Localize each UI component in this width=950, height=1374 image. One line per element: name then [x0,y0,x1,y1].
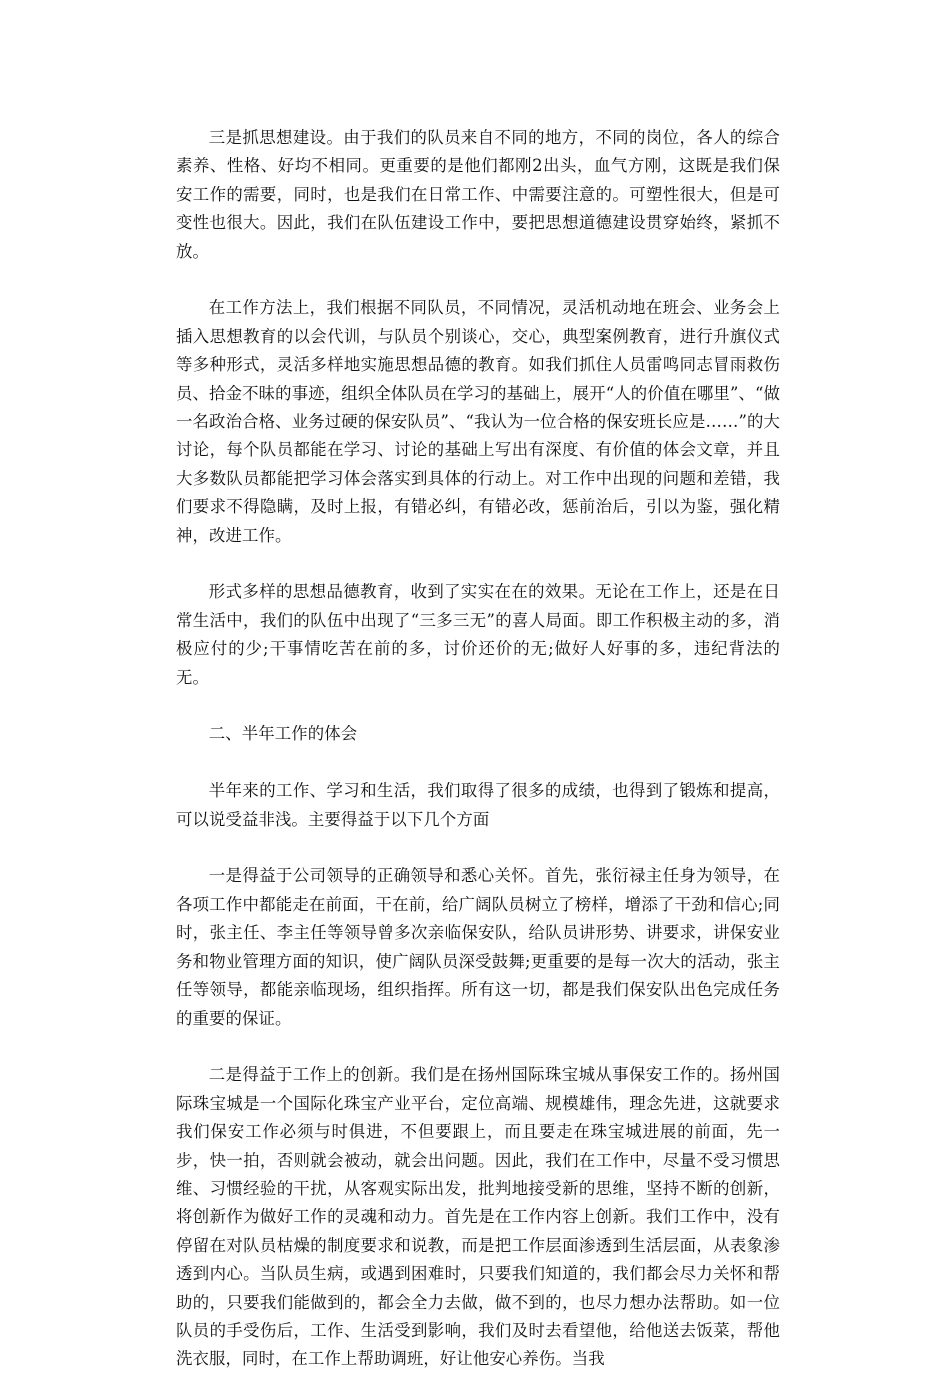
paragraph-work-innovation: 二是得益于工作上的创新。我们是在扬州国际珠宝城从事保安工作的。扬州国际珠宝城是一个国际化珠宝产业平台，定位高端、规模雄伟，理念先进，这就要求我们保安工作必须与时俱进，不但要跟上，而且要走在珠宝城进展的前面，先一步，快一拍，否则就会被动，就会出问题。因此，我们在工作中，尽量不受习惯思维、习惯经验的干扰，从客观实际出发，批判地接受新的思维，坚持不断的创新，将创新作为做好工作的灵魂和动力。首先是在工作内容上创新。我们工作中，没有停留在对队员枯燥的制度要求和说教，而是把工作层面渗透到生活层面，从表象渗透到内心。当队员生病，或遇到困难时，只要我们知道的，我们都会尽力关怀和帮助的，只要我们能做到的，都会全力去做，做不到的，也尽力想办法帮助。如一位队员的手受伤后，工作、生活受到影响，我们及时去看望他，给他送去饭菜，帮他洗衣服，同时，在工作上帮助调班，好让他安心养伤。当我 [176,1065,780,1369]
section-heading-half-year-experience: 二、半年工作的体会 [208,724,358,744]
document-body [176,124,780,1374]
paragraph-half-year-summary: 半年来的工作、学习和生活，我们取得了很多的成绩，也得到了锻炼和提高，可以说受益非浅。主要得益于以下几个方面 [176,781,780,829]
paragraph-leadership-support: 一是得益于公司领导的正确领导和悉心关怀。首先，张衍禄主任身为领导，在各项工作中都能走在前面，干在前，给广阔队员树立了榜样，增添了干劲和信心;同时，张主任、李主任等领导曾多次亲临保安队，给队员讲形势、讲要求，讲保安业务和物业管理方面的知识，使广阔队员深受鼓舞;更重要的是每一次大的活动，张主任等领导，都能亲临现场，组织指挥。所有这一切，都是我们保安队出色完成任务的重要的保证。 [176,866,780,1028]
paragraph-education-results: 形式多样的思想品德教育，收到了实实在在的效果。无论在工作上，还是在日常生活中，我们的队伍中出现了“三多三无”的喜人局面。即工作积极主动的多，消极应付的少;干事情吃苦在前的多，讨价还价的无;做好人好事的多，违纪背法的无。 [176,582,780,687]
paragraph-work-methods: 在工作方法上，我们根据不同队员，不同情况，灵活机动地在班会、业务会上插入思想教育的以会代训，与队员个别谈心，交心，典型案例教育，进行升旗仪式等多种形式，灵活多样地实施思想品德的教育。如我们抓住人员雷鸣同志冒雨救伤员、拾金不昧的事迹，组织全体队员在学习的基础上，展开“人的价值在哪里”、“做一名政治合格、业务过硬的保安队员”、“我认为一位合格的保安班长应是……”的大讨论，每个队员都能在学习、讨论的基础上写出有深度、有价值的体会文章，并且大多数队员都能把学习体会落实到具体的行动上。对工作中出现的问题和差错，我们要求不得隐瞒，及时上报，有错必纠，有错必改，惩前治后，引以为鉴，强化精神，改进工作。 [176,298,780,545]
paragraph-ideological-building: 三是抓思想建设。由于我们的队员来自不同的地方，不同的岗位，各人的综合素养、性格、好均不相同。更重要的是他们都刚2出头，血气方刚，这既是我们保安工作的需要，同时，也是我们在日常工作、中需要注意的。可塑性很大，但是可变性也很大。因此，我们在队伍建设工作中，要把思想道德建设贯穿始终，紧抓不放。 [176,128,780,261]
